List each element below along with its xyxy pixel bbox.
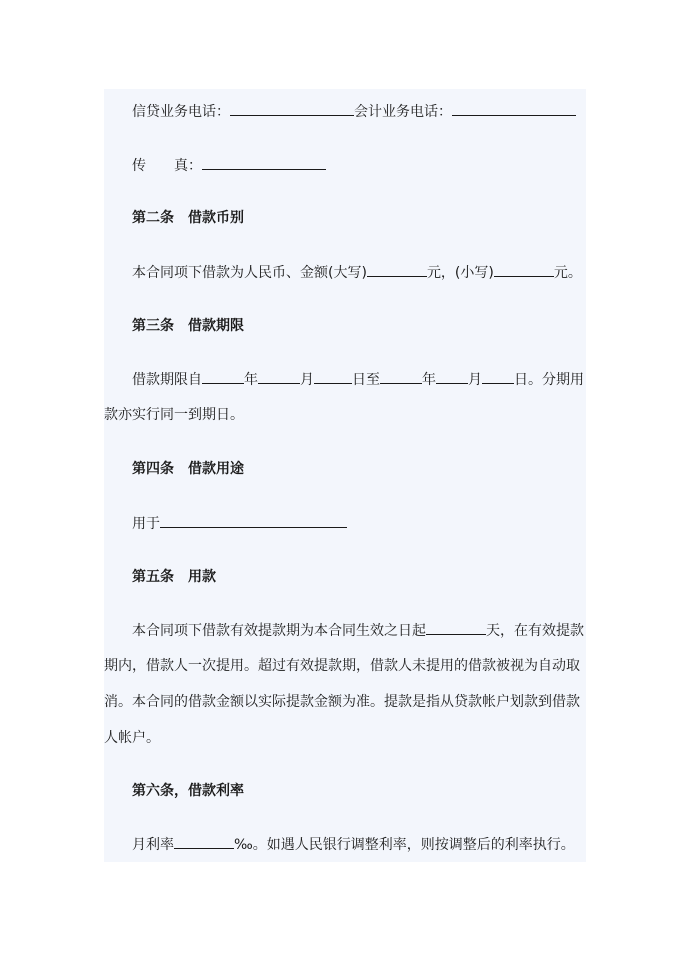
drawdown-paragraph-line4: 人帐户。 [104,730,160,746]
purpose-paragraph [132,513,347,534]
currency-text-mid: 元，(小写) [426,265,494,281]
end-year-blank [380,369,422,384]
start-month-blank [258,369,300,384]
credit-phone-blank [230,101,354,116]
currency-text-suffix: 元。 [553,265,582,281]
month-label: 月 [468,372,482,388]
phone-line [132,101,576,122]
interest-text-prefix: 月利率 [132,837,174,853]
amount-words-blank [367,262,427,277]
accounting-phone-label: 会计业务电话： [354,104,452,120]
end-day-blank [482,369,514,384]
section-heading-term: 第三条 借款期限 [132,318,244,334]
purpose-blank [160,513,347,528]
drawdown-text-suffix: 天，在有效提款 [486,623,584,639]
drawdown-paragraph-line2: 期内，借款人一次提用。超过有效提款期，借款人未提用的借款被视为自动取 [104,658,580,674]
start-day-blank [314,369,352,384]
drawdown-days-blank [426,620,486,635]
monthly-rate-blank [174,834,234,849]
term-text-prefix: 借款期限自 [132,372,202,388]
interest-text-suffix: ‰。如遇人民银行调整利率，则按调整后的利率执行。 [234,837,575,853]
currency-paragraph [132,262,582,283]
drawdown-paragraph-line1 [132,620,584,641]
interest-paragraph [132,834,575,855]
fax-line [132,155,326,176]
drawdown-paragraph-line3: 消。本合同的借款金额以实际提款金额为准。提款是指从贷款帐户划款到借款 [104,694,580,710]
section-heading-interest: 第六条，借款利率 [132,783,244,799]
currency-text-prefix: 本合同项下借款为人民币、金额(大写) [132,265,367,281]
month-label: 月 [300,372,314,388]
drawdown-text-prefix: 本合同项下借款有效提款期为本合同生效之日起 [132,623,426,639]
term-text-tail: 日。分期用 [514,372,584,388]
term-paragraph-line2: 款亦实行同一到期日。 [104,407,244,423]
fax-label: 传 真： [132,158,202,174]
section-heading-drawdown: 第五条 用款 [132,569,216,585]
accounting-phone-blank [452,101,576,116]
year-label: 年 [422,372,436,388]
credit-phone-label: 信贷业务电话： [132,104,230,120]
day-to-label: 日至 [352,372,380,388]
term-paragraph [132,369,584,390]
section-heading-purpose: 第四条 借款用途 [132,461,244,477]
fax-blank [202,155,326,170]
purpose-text-prefix: 用于 [132,516,160,532]
section-heading-currency: 第二条 借款币别 [132,210,244,226]
year-label: 年 [244,372,258,388]
end-month-blank [436,369,468,384]
amount-figures-blank [494,262,554,277]
start-year-blank [202,369,244,384]
